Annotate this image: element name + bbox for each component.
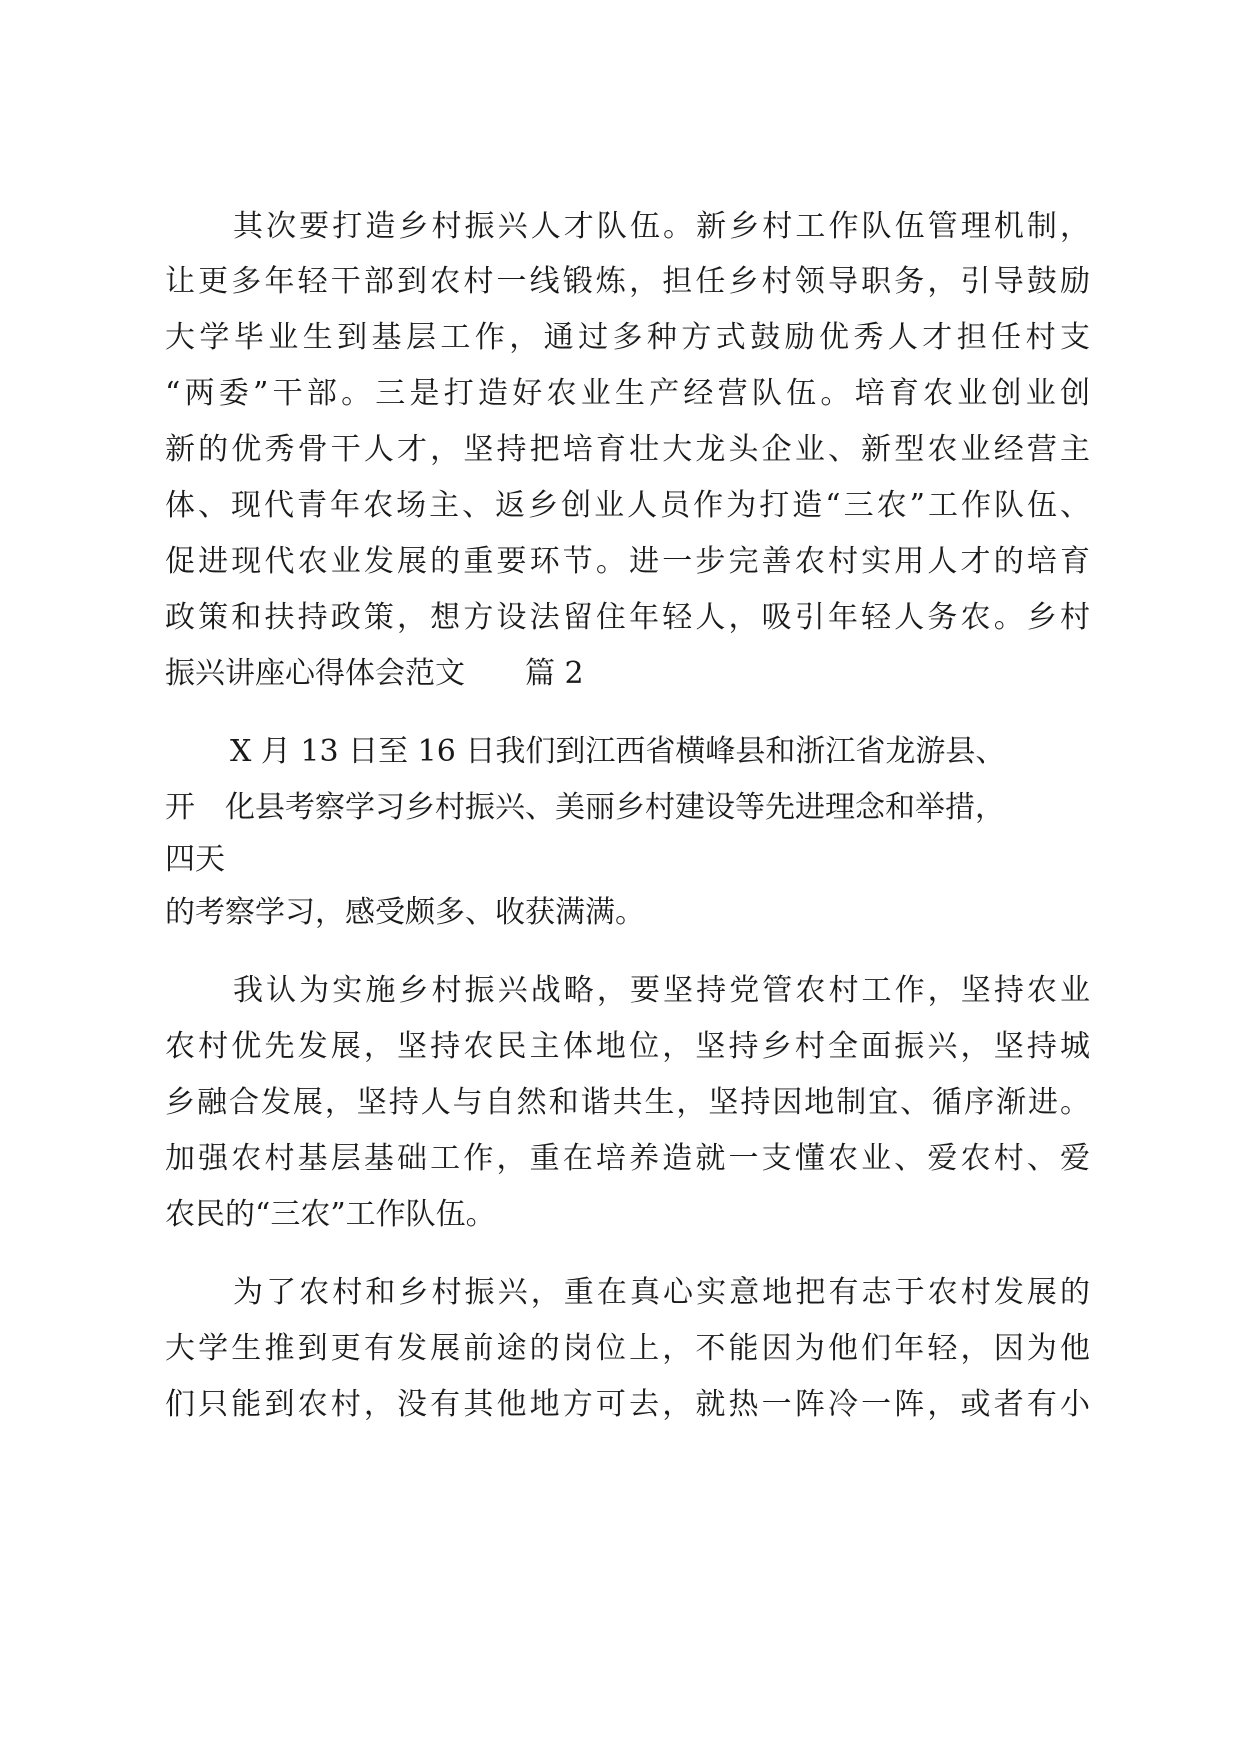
paragraph-3-line-4: 加强农村基层基础工作，重在培养造就一支懂农业、爱农村、爱 xyxy=(165,1141,1090,1176)
paragraph-1-line-7: 促进现代农业发展的重要环节。进一步完善农村实用人才的培育 xyxy=(165,544,1090,579)
paragraph-1-line-6: 体、现代青年农场主、返乡创业人员作为打造“三农”工作队伍、 xyxy=(165,488,1090,523)
paragraph-1-line-3: 大学毕业生到基层工作，通过多种方式鼓励优秀人才担任村支 xyxy=(165,320,1090,355)
paragraph-3-line-2: 农村优先发展，坚持农民主体地位，坚持乡村全面振兴，坚持城 xyxy=(165,1029,1090,1064)
paragraph-3-line-1: 我认为实施乡村振兴战略，要坚持党管农村工作，坚持农业 xyxy=(233,973,1090,1008)
paragraph-1-line-2: 让更多年轻干部到农村一线锻炼，担任乡村领导职务，引导鼓励 xyxy=(165,264,1090,299)
paragraph-2-line-4: 的考察学习，感受颇多、收获满满。 xyxy=(165,895,645,930)
paragraph-1-line-1: 其次要打造乡村振兴人才队伍。新乡村工作队伍管理机制， xyxy=(233,209,1090,244)
section-heading: 振兴讲座心得体会范文 篇 2 xyxy=(165,656,584,691)
paragraph-4-line-2: 大学生推到更有发展前途的岗位上，不能因为他们年轻，因为他 xyxy=(165,1331,1090,1366)
paragraph-4-line-3: 们只能到农村，没有其他地方可去，就热一阵冷一阵，或者有小 xyxy=(165,1387,1090,1422)
paragraph-4-line-1: 为了农村和乡村振兴，重在真心实意地把有志于农村发展的 xyxy=(233,1275,1090,1310)
paragraph-1-line-5: 新的优秀骨干人才，坚持把培育壮大龙头企业、新型农业经营主 xyxy=(165,432,1090,467)
paragraph-2-line-3: 四天 xyxy=(165,842,225,877)
paragraph-1-line-8: 政策和扶持政策，想方设法留住年轻人，吸引年轻人务农。乡村 xyxy=(165,600,1090,635)
paragraph-3-line-5: 农民的“三农”工作队伍。 xyxy=(165,1197,496,1232)
paragraph-3-line-3: 乡融合发展，坚持人与自然和谐共生，坚持因地制宜、循序渐进。 xyxy=(165,1085,1090,1120)
paragraph-2-line-2: 开 化县考察学习乡村振兴、美丽乡村建设等先进理念和举措， xyxy=(165,790,1005,825)
paragraph-2-line-1: X 月 13 日至 16 日我们到江西省横峰县和浙江省龙游县、 xyxy=(230,734,1006,769)
paragraph-1-line-4: “两委”干部。三是打造好农业生产经营队伍。培育农业创业创 xyxy=(165,376,1090,411)
